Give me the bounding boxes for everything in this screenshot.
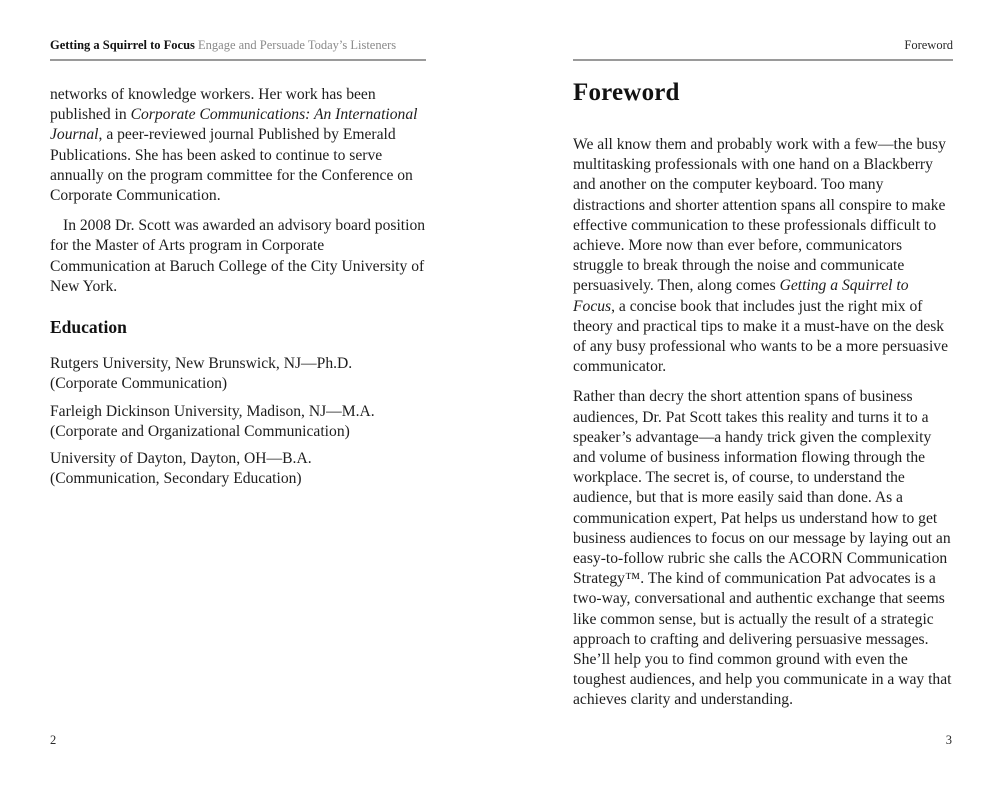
running-header-book-subtitle: Engage and Persuade Today’s Listeners — [194, 38, 397, 52]
right-body-text — [573, 135, 953, 711]
journal-title-italic: Corporate Communications: An International Journal — [50, 106, 418, 144]
education-entry-school: University of Dayton, Dayton, OH—B.A. — [50, 450, 312, 468]
education-entry-field: (Corporate Communication) — [50, 375, 228, 393]
education-entry — [50, 354, 426, 394]
foreword-paragraph-2: Rather than decry the short attention spans of business audiences, Dr. Pat Scott takes this reality and turns it to a speaker’s advantage—a handy trick given the complexity and volume of business information flowing through the workplace. The secret is, of course, to understand the audience, but that is more easily said than done. As a communication expert, Pat helps us understand how to get business audiences to focus on our message by laying out an easy-to-follow rubric she calls the ACORN Communication Strategy™. The kind of communication Pat advocates is a two-way, conversational and authentic exchange that seems like common sense, but is actually the result of a strategic approach to crafting and delivering persuasive messages. She’ll help you to find common ground with even the toughest audiences, and help you communicate in a way that achieves clarity and understanding. — [573, 388, 952, 709]
running-header-left — [50, 38, 426, 61]
bio-paragraph-1-text-cont: , a peer-reviewed journal Published by Emerald Publications. She has been asked to continue to serve annually on the program committee for the Conference on Corporate Communication. — [50, 126, 413, 205]
education-entry — [50, 402, 426, 442]
education-entry — [50, 449, 426, 489]
page-number-right: 3 — [945, 733, 952, 747]
running-header-chapter: Foreword — [904, 38, 953, 52]
left-body-text — [50, 85, 426, 489]
education-entry-field: (Corporate and Organizational Communication) — [50, 422, 350, 440]
bio-paragraph-2: In 2008 Dr. Scott was awarded an advisory board position for the Master of Arts program in Corporate Communication at Baruch College of the City University of New York. — [50, 217, 426, 295]
running-header-book-title: Getting a Squirrel to Focus — [50, 38, 195, 52]
education-heading: Education — [50, 317, 127, 338]
bio-paragraph-1-text: networks of knowledge workers. Her work has been published in — [50, 86, 376, 124]
education-entry-school: Rutgers University, New Brunswick, NJ—Ph.D. — [50, 355, 353, 373]
foreword-title: Foreword — [573, 79, 680, 106]
page-right — [573, 38, 953, 721]
book-title-italic: Getting a Squirrel to Focus — [573, 277, 909, 315]
bio-paragraph-1 — [50, 85, 426, 206]
foreword-paragraph-1-text-cont: , a concise book that includes just the right mix of theory and practical tips to make it a must-have on the desk of any busy professional who wants to be a more persuasive communicator. — [573, 297, 949, 376]
education-entry-school: Farleigh Dickinson University, Madison, NJ—M.A. — [50, 402, 375, 420]
foreword-paragraph-1 — [573, 135, 953, 377]
running-header-right — [573, 38, 953, 61]
education-entry-field: (Communication, Secondary Education) — [50, 470, 302, 488]
foreword-paragraph-1-text: We all know them and probably work with a few—the busy multitasking professionals with one hand on a Blackberry and another on the computer keyboard. Too many distractions and shorter attention spans all conspire to make effective communication to these professionals difficult to achieve. More now than ever before, communicators struggle to break through the noise and communicate persuasively. Then, along comes — [573, 136, 946, 295]
page-left — [50, 38, 426, 496]
page-number-left: 2 — [50, 733, 57, 747]
